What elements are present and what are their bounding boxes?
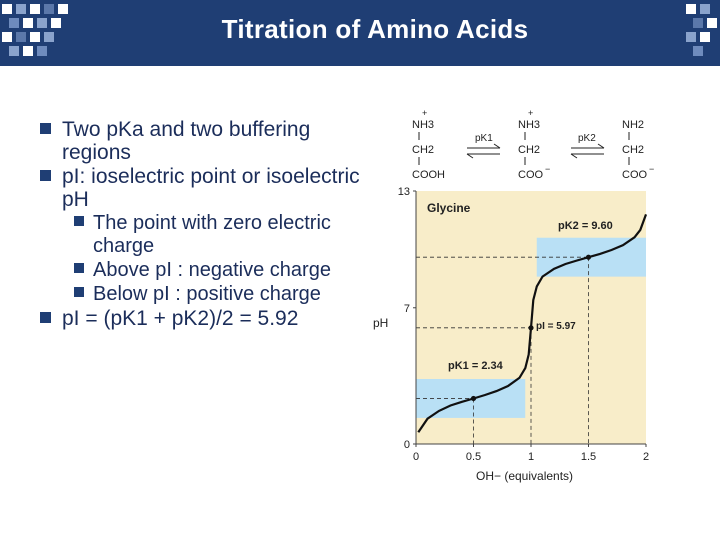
bullet-item — [40, 307, 360, 330]
bullet-item — [40, 118, 360, 164]
sub-bullet-item — [40, 259, 360, 282]
pk2-label: pK2 = 9.60 — [558, 220, 613, 232]
x-tick-label: 0 — [412, 451, 420, 463]
decorative-squares-right — [680, 0, 720, 66]
structure-nh3: NH3 — [518, 119, 541, 131]
slide-title: Titration of Amino Acids — [221, 14, 529, 44]
bullet-square-icon — [40, 170, 51, 181]
y-axis-label: pH — [373, 316, 389, 330]
charge-minus: − — [649, 164, 655, 174]
charge-plus: + — [422, 108, 428, 118]
bullet-text: Below pI : positive charge — [93, 283, 321, 305]
arrow-head — [494, 144, 500, 148]
marker-point — [528, 325, 533, 330]
bullet-list — [40, 118, 360, 331]
structure-zwitterion — [518, 108, 550, 181]
structure-coo: COO — [622, 169, 648, 181]
pi-label: pI = 5.97 — [536, 321, 576, 332]
arrow-head — [467, 154, 473, 158]
equilibrium-arrow-1 — [467, 133, 500, 158]
x-tick-label: 0.5 — [465, 451, 482, 463]
bullet-text: pI: ioselectric point or isoelectric pH — [62, 165, 360, 211]
bullet-square-icon — [74, 263, 84, 273]
x-axis-label: OH− (equivalents) — [476, 469, 574, 483]
y-tick-labels — [398, 186, 416, 451]
marker-point — [471, 396, 476, 401]
titration-figure — [370, 108, 670, 488]
structure-cation — [412, 108, 445, 181]
charge-plus: + — [528, 108, 534, 118]
y-tick-label: 13 — [397, 186, 410, 198]
equilibrium-arrow-2 — [571, 133, 604, 158]
bullet-item — [40, 165, 360, 211]
x-tick-label: 1 — [527, 451, 535, 463]
structure-ch2: CH2 — [518, 144, 541, 156]
sub-bullet-item — [40, 283, 360, 306]
graph-title: Glycine — [427, 201, 471, 215]
bullet-text: The point with zero electric charge — [93, 212, 331, 257]
structure-ch2: CH2 — [412, 144, 435, 156]
y-tick-label: 0 — [403, 439, 410, 451]
x-tick-label: 2 — [642, 451, 650, 463]
structure-anion — [622, 119, 654, 181]
bullet-square-icon — [40, 312, 51, 323]
decorative-squares — [0, 0, 70, 66]
sub-bullet-item — [40, 212, 360, 258]
charge-minus: − — [545, 164, 551, 174]
x-tick-labels — [413, 444, 649, 463]
pk2-arrow-label: pK2 — [578, 133, 596, 144]
arrow-head — [571, 154, 577, 158]
x-tick-label: 1.5 — [580, 451, 597, 463]
bullet-square-icon — [40, 123, 51, 134]
bullet-square-icon — [74, 216, 84, 226]
pk1-arrow-label: pK1 — [475, 133, 493, 144]
y-tick-label: 7 — [403, 302, 410, 315]
marker-point — [586, 255, 591, 260]
structure-ch2: CH2 — [622, 144, 645, 156]
bullet-square-icon — [74, 287, 84, 297]
bullet-text: Two pKa and two buffering regions — [62, 118, 311, 164]
arrow-head — [598, 144, 604, 148]
structure-cooh: COOH — [412, 169, 445, 181]
structure-coo: COO — [518, 169, 544, 181]
structure-nh2: NH2 — [622, 119, 645, 131]
bullet-text: pI = (pK1 + pK2)/2 = 5.92 — [62, 307, 299, 330]
bullet-text: Above pI : negative charge — [93, 259, 331, 281]
pk1-label: pK1 = 2.34 — [448, 360, 503, 372]
structure-nh3: NH3 — [412, 119, 435, 131]
